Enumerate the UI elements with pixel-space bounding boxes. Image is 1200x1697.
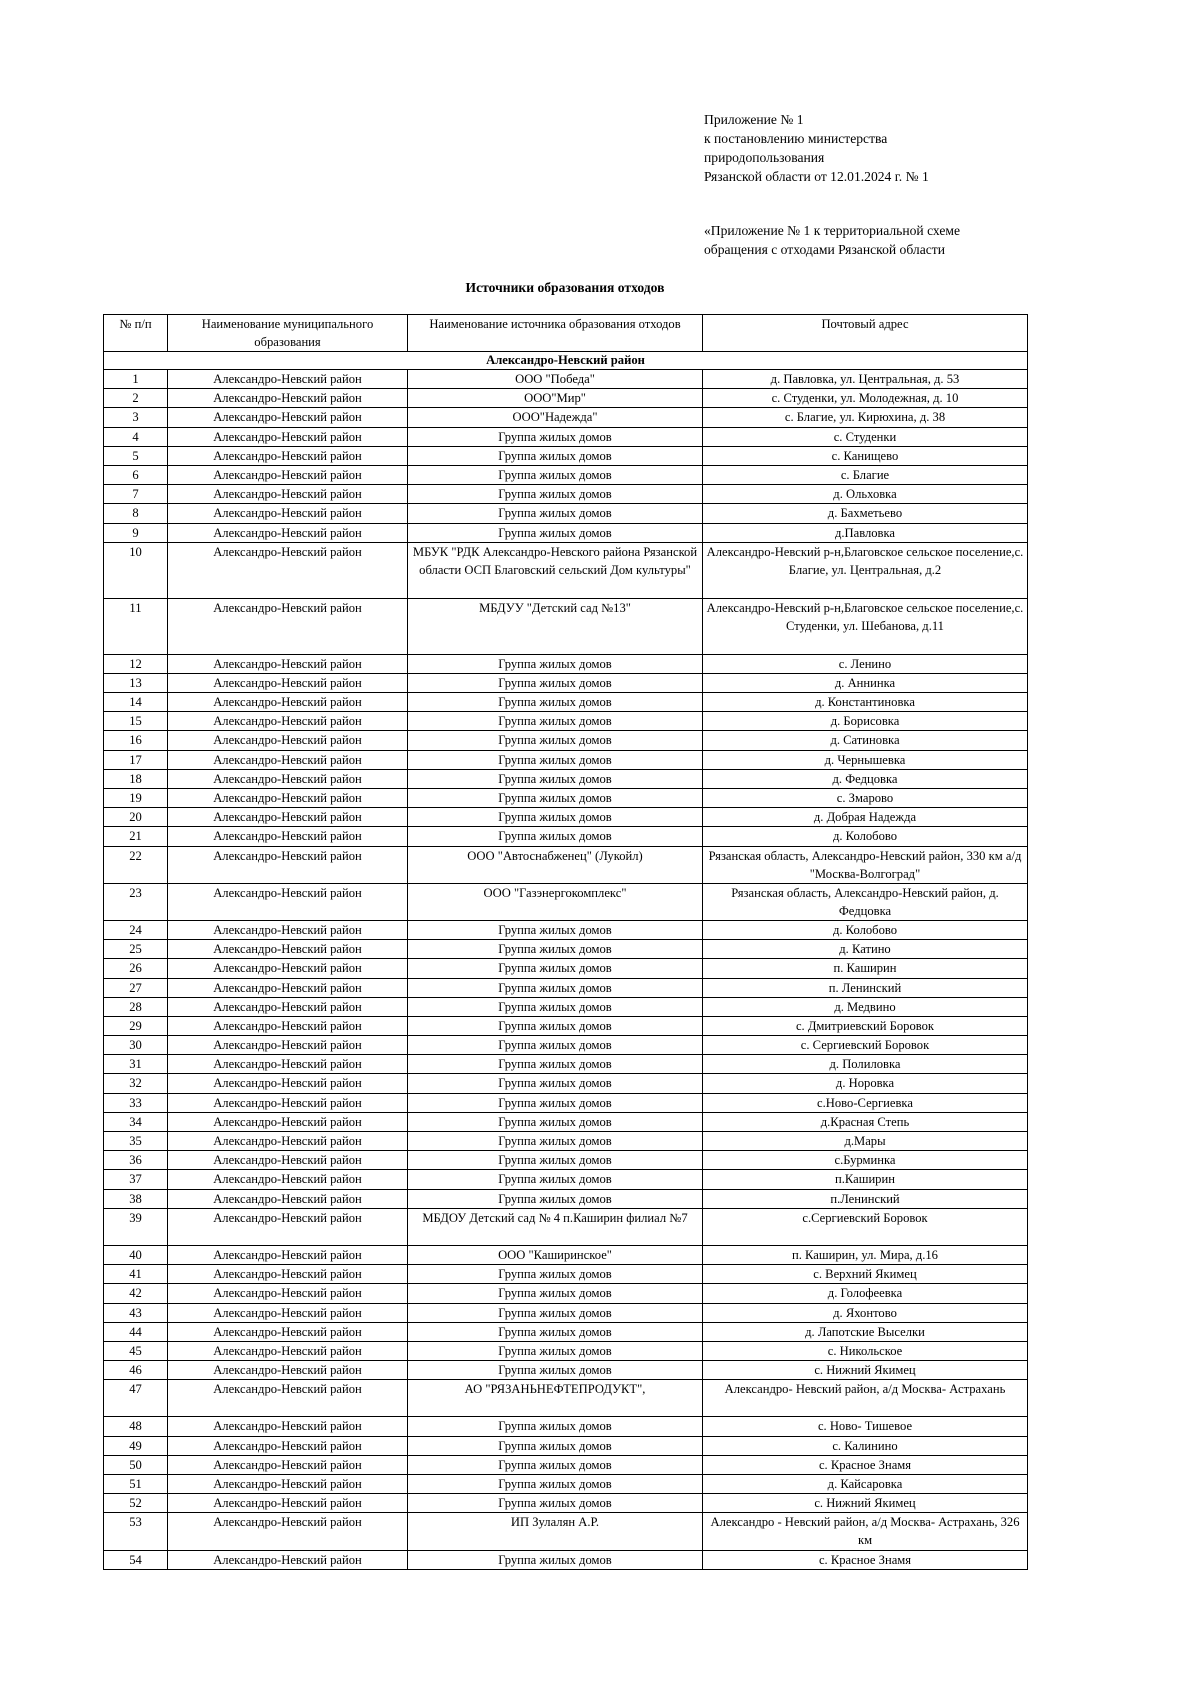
cell-municipality: Александро-Невский район [168, 1361, 408, 1380]
cell-number: 23 [104, 883, 168, 920]
cell-number: 18 [104, 769, 168, 788]
cell-address: с. Студенки [703, 427, 1028, 446]
cell-address: с. Никольское [703, 1341, 1028, 1360]
table-row [104, 978, 1028, 997]
cell-municipality: Александро-Невский район [168, 1436, 408, 1455]
cell-source: АО "РЯЗАНЬНЕФТЕПРОДУКТ", [408, 1380, 703, 1417]
annex2-line: «Приложение № 1 к территориальной схеме [704, 223, 961, 238]
cell-source: Группа жилых домов [408, 1436, 703, 1455]
annex-reference [704, 110, 1044, 186]
cell-source: Группа жилых домов [408, 731, 703, 750]
table-row [104, 1208, 1028, 1245]
cell-number: 45 [104, 1341, 168, 1360]
table-row [104, 1361, 1028, 1380]
table-row [104, 504, 1028, 523]
cell-number: 46 [104, 1361, 168, 1380]
cell-address: д. Колобово [703, 827, 1028, 846]
table-row [104, 427, 1028, 446]
cell-source: Группа жилых домов [408, 1475, 703, 1494]
cell-number: 24 [104, 920, 168, 939]
cell-address: д. Полиловка [703, 1055, 1028, 1074]
cell-address: д. Медвино [703, 997, 1028, 1016]
table-row [104, 1455, 1028, 1474]
cell-municipality: Александро-Невский район [168, 1036, 408, 1055]
table-row [104, 1093, 1028, 1112]
cell-municipality: Александро-Невский район [168, 408, 408, 427]
cell-source: Группа жилых домов [408, 1151, 703, 1170]
header-source: Наименование источника образования отходов [408, 315, 703, 352]
annex-line: Приложение № 1 [704, 112, 804, 127]
cell-source: МБДУУ "Детский сад №13" [408, 598, 703, 654]
header-address: Почтовый адрес [703, 315, 1028, 352]
annex-line: Рязанской области от 12.01.2024 г. № 1 [704, 169, 929, 184]
table-row [104, 1284, 1028, 1303]
cell-municipality: Александро-Невский район [168, 731, 408, 750]
cell-address: Александро-Невский р-н,Благовское сельское поселение,с. Благие, ул. Центральная, д.2 [703, 542, 1028, 598]
cell-municipality: Александро-Невский район [168, 427, 408, 446]
cell-number: 22 [104, 846, 168, 883]
cell-number: 27 [104, 978, 168, 997]
cell-number: 30 [104, 1036, 168, 1055]
cell-source: ООО "Победа" [408, 370, 703, 389]
annex-line: к постановлению министерства [704, 131, 888, 146]
table-row [104, 883, 1028, 920]
cell-number: 43 [104, 1303, 168, 1322]
cell-source: Группа жилых домов [408, 693, 703, 712]
cell-number: 2 [104, 389, 168, 408]
cell-address: д. Аннинка [703, 673, 1028, 692]
cell-source: Группа жилых домов [408, 1055, 703, 1074]
cell-number: 54 [104, 1550, 168, 1569]
cell-address: д. Ольховка [703, 485, 1028, 504]
cell-number: 11 [104, 598, 168, 654]
cell-municipality: Александро-Невский район [168, 1055, 408, 1074]
cell-number: 16 [104, 731, 168, 750]
header-number: № п/п [104, 315, 168, 352]
cell-municipality: Александро-Невский район [168, 1151, 408, 1170]
cell-number: 33 [104, 1093, 168, 1112]
cell-address: д. Павловка, ул. Центральная, д. 53 [703, 370, 1028, 389]
cell-number: 3 [104, 408, 168, 427]
cell-number: 8 [104, 504, 168, 523]
cell-address: д. Колобово [703, 920, 1028, 939]
cell-municipality: Александро-Невский район [168, 1341, 408, 1360]
cell-number: 19 [104, 789, 168, 808]
table-row [104, 769, 1028, 788]
cell-address: с. Сергиевский Боровок [703, 1036, 1028, 1055]
table-row [104, 1475, 1028, 1494]
cell-municipality: Александро-Невский район [168, 978, 408, 997]
cell-address: Рязанская область, Александро-Невский район, 330 км а/д "Москва-Волгоград" [703, 846, 1028, 883]
cell-number: 14 [104, 693, 168, 712]
cell-address: д. Добрая Надежда [703, 808, 1028, 827]
cell-source: Группа жилых домов [408, 1361, 703, 1380]
cell-municipality: Александро-Невский район [168, 883, 408, 920]
table-row [104, 1112, 1028, 1131]
table-body [104, 352, 1028, 1570]
cell-number: 25 [104, 940, 168, 959]
cell-source: Группа жилых домов [408, 1036, 703, 1055]
cell-address: с. Благие, ул. Кирюхина, д. 38 [703, 408, 1028, 427]
cell-address: д. Кайсаровка [703, 1475, 1028, 1494]
cell-address: Рязанская область, Александро-Невский район, д. Федцовка [703, 883, 1028, 920]
cell-number: 40 [104, 1245, 168, 1264]
table-row [104, 1303, 1028, 1322]
cell-address: д. Федцовка [703, 769, 1028, 788]
cell-source: Группа жилых домов [408, 1322, 703, 1341]
cell-municipality: Александро-Невский район [168, 598, 408, 654]
cell-municipality: Александро-Невский район [168, 1189, 408, 1208]
cell-address: с. Нижний Якимец [703, 1494, 1028, 1513]
cell-municipality: Александро-Невский район [168, 1380, 408, 1417]
cell-address: п. Ленинский [703, 978, 1028, 997]
table-row [104, 1417, 1028, 1436]
cell-source: Группа жилых домов [408, 1455, 703, 1474]
cell-number: 5 [104, 446, 168, 465]
cell-number: 53 [104, 1513, 168, 1550]
table-row [104, 997, 1028, 1016]
table-group-row [104, 352, 1028, 370]
cell-municipality: Александро-Невский район [168, 789, 408, 808]
cell-source: Группа жилых домов [408, 504, 703, 523]
cell-address: с. Красное Знамя [703, 1455, 1028, 1474]
cell-address: Александро-Невский р-н,Благовское сельское поселение,с. Студенки, ул. Шебанова, д.11 [703, 598, 1028, 654]
cell-address: с. Студенки, ул. Молодежная, д. 10 [703, 389, 1028, 408]
cell-number: 15 [104, 712, 168, 731]
cell-source: Группа жилых домов [408, 827, 703, 846]
cell-municipality: Александро-Невский район [168, 523, 408, 542]
cell-number: 29 [104, 1016, 168, 1035]
cell-source: Группа жилых домов [408, 427, 703, 446]
cell-source: Группа жилых домов [408, 712, 703, 731]
cell-source: ООО "Газэнергокомплекс" [408, 883, 703, 920]
cell-municipality: Александро-Невский район [168, 485, 408, 504]
table-row [104, 731, 1028, 750]
cell-address: д. Борисовка [703, 712, 1028, 731]
cell-municipality: Александро-Невский район [168, 997, 408, 1016]
table-header-row [104, 315, 1028, 352]
cell-municipality: Александро-Невский район [168, 808, 408, 827]
cell-number: 49 [104, 1436, 168, 1455]
cell-address: с. Нижний Якимец [703, 1361, 1028, 1380]
table-row [104, 654, 1028, 673]
cell-number: 13 [104, 673, 168, 692]
table-row [104, 750, 1028, 769]
cell-source: Группа жилых домов [408, 978, 703, 997]
cell-address: с. Ленино [703, 654, 1028, 673]
cell-address: д. Катино [703, 940, 1028, 959]
table-row [104, 1513, 1028, 1550]
cell-address: с. Дмитриевский Боровок [703, 1016, 1028, 1035]
table-row [104, 1189, 1028, 1208]
cell-number: 44 [104, 1322, 168, 1341]
cell-address: с.Бурминка [703, 1151, 1028, 1170]
cell-municipality: Александро-Невский район [168, 1265, 408, 1284]
cell-source: Группа жилых домов [408, 1112, 703, 1131]
table-row [104, 1245, 1028, 1264]
annex-line: природопользования [704, 150, 825, 165]
cell-address: п. Каширин [703, 959, 1028, 978]
cell-source: Группа жилых домов [408, 1016, 703, 1035]
table-row [104, 940, 1028, 959]
cell-source: Группа жилых домов [408, 940, 703, 959]
cell-source: Группа жилых домов [408, 920, 703, 939]
cell-address: п. Каширин, ул. Мира, д.16 [703, 1245, 1028, 1264]
cell-municipality: Александро-Невский район [168, 1417, 408, 1436]
cell-number: 50 [104, 1455, 168, 1474]
cell-municipality: Александро-Невский район [168, 673, 408, 692]
table-row [104, 389, 1028, 408]
cell-number: 20 [104, 808, 168, 827]
cell-address: д. Чернышевка [703, 750, 1028, 769]
cell-municipality: Александро-Невский район [168, 1112, 408, 1131]
cell-source: Группа жилых домов [408, 1494, 703, 1513]
cell-address: с.Сергиевский Боровок [703, 1208, 1028, 1245]
table-row [104, 1265, 1028, 1284]
cell-municipality: Александро-Невский район [168, 542, 408, 598]
cell-address: д. Бахметьево [703, 504, 1028, 523]
cell-address: с. Благие [703, 465, 1028, 484]
cell-address: д.Мары [703, 1132, 1028, 1151]
cell-number: 48 [104, 1417, 168, 1436]
cell-source: Группа жилых домов [408, 1074, 703, 1093]
cell-number: 35 [104, 1132, 168, 1151]
cell-municipality: Александро-Невский район [168, 1475, 408, 1494]
cell-source: ООО "Каширинское" [408, 1245, 703, 1264]
cell-municipality: Александро-Невский район [168, 940, 408, 959]
cell-source: Группа жилых домов [408, 673, 703, 692]
table-row [104, 1494, 1028, 1513]
cell-address: с. Ново- Тишевое [703, 1417, 1028, 1436]
cell-number: 41 [104, 1265, 168, 1284]
cell-address: п.Каширин [703, 1170, 1028, 1189]
cell-address: д. Лапотские Выселки [703, 1322, 1028, 1341]
cell-source: Группа жилых домов [408, 523, 703, 542]
cell-number: 21 [104, 827, 168, 846]
cell-source: Группа жилых домов [408, 1170, 703, 1189]
cell-number: 36 [104, 1151, 168, 1170]
cell-number: 42 [104, 1284, 168, 1303]
cell-number: 39 [104, 1208, 168, 1245]
cell-municipality: Александро-Невский район [168, 846, 408, 883]
cell-address: Александро - Невский район, а/д Москва- Астрахань, 326 км [703, 1513, 1028, 1550]
table-row [104, 1380, 1028, 1417]
cell-municipality: Александро-Невский район [168, 1074, 408, 1093]
cell-number: 17 [104, 750, 168, 769]
cell-number: 32 [104, 1074, 168, 1093]
cell-source: Группа жилых домов [408, 959, 703, 978]
cell-source: Группа жилых домов [408, 789, 703, 808]
table-row [104, 1341, 1028, 1360]
table-row [104, 1436, 1028, 1455]
cell-address: д.Павловка [703, 523, 1028, 542]
cell-number: 10 [104, 542, 168, 598]
cell-municipality: Александро-Невский район [168, 465, 408, 484]
cell-number: 34 [104, 1112, 168, 1131]
cell-number: 4 [104, 427, 168, 446]
table-row [104, 959, 1028, 978]
cell-source: Группа жилых домов [408, 465, 703, 484]
cell-number: 26 [104, 959, 168, 978]
cell-address: д. Голофеевка [703, 1284, 1028, 1303]
table-row [104, 465, 1028, 484]
cell-number: 28 [104, 997, 168, 1016]
cell-municipality: Александро-Невский район [168, 1093, 408, 1112]
annex2-line: обращения с отходами Рязанской области [704, 242, 945, 257]
cell-municipality: Александро-Невский район [168, 654, 408, 673]
cell-source: Группа жилых домов [408, 997, 703, 1016]
cell-municipality: Александро-Невский район [168, 1245, 408, 1264]
table-row [104, 846, 1028, 883]
cell-address: с. Красное Знамя [703, 1550, 1028, 1569]
cell-address: с. Канищево [703, 446, 1028, 465]
cell-number: 31 [104, 1055, 168, 1074]
table-row [104, 408, 1028, 427]
cell-number: 37 [104, 1170, 168, 1189]
cell-municipality: Александро-Невский район [168, 693, 408, 712]
cell-municipality: Александро-Невский район [168, 959, 408, 978]
document-title: Источники образования отходов [465, 280, 665, 295]
cell-municipality: Александро-Невский район [168, 769, 408, 788]
cell-number: 47 [104, 1380, 168, 1417]
annex-scheme-reference [704, 221, 1044, 259]
cell-source: Группа жилых домов [408, 808, 703, 827]
cell-municipality: Александро-Невский район [168, 1455, 408, 1474]
header-municipality: Наименование муниципального образования [168, 315, 408, 352]
cell-municipality: Александро-Невский район [168, 1550, 408, 1569]
table-row [104, 808, 1028, 827]
table-row [104, 789, 1028, 808]
cell-source: Группа жилых домов [408, 1303, 703, 1322]
cell-municipality: Александро-Невский район [168, 1016, 408, 1035]
cell-source: Группа жилых домов [408, 1341, 703, 1360]
cell-source: Группа жилых домов [408, 1417, 703, 1436]
cell-address: д. Константиновка [703, 693, 1028, 712]
cell-source: Группа жилых домов [408, 654, 703, 673]
cell-municipality: Александро-Невский район [168, 1208, 408, 1245]
cell-source: ООО"Надежда" [408, 408, 703, 427]
table-row [104, 446, 1028, 465]
cell-municipality: Александро-Невский район [168, 1322, 408, 1341]
cell-municipality: Александро-Невский район [168, 827, 408, 846]
cell-source: МБУК "РДК Александро-Невского района Рязанской области ОСП Благовский сельский Дом культуры" [408, 542, 703, 598]
cell-address: д. Яхонтово [703, 1303, 1028, 1322]
cell-municipality: Александро-Невский район [168, 712, 408, 731]
table-row [104, 485, 1028, 504]
table-row [104, 598, 1028, 654]
cell-source: Группа жилых домов [408, 1132, 703, 1151]
cell-municipality: Александро-Невский район [168, 750, 408, 769]
cell-address: д.Красная Степь [703, 1112, 1028, 1131]
cell-municipality: Александро-Невский район [168, 446, 408, 465]
table-row [104, 1170, 1028, 1189]
cell-address: с. Змарово [703, 789, 1028, 808]
cell-municipality: Александро-Невский район [168, 389, 408, 408]
table-row [104, 1550, 1028, 1569]
cell-number: 51 [104, 1475, 168, 1494]
table-row [104, 1322, 1028, 1341]
table-row [104, 1151, 1028, 1170]
cell-address: д. Норовка [703, 1074, 1028, 1093]
cell-number: 7 [104, 485, 168, 504]
cell-source: Группа жилых домов [408, 1093, 703, 1112]
table-row [104, 542, 1028, 598]
table-row [104, 712, 1028, 731]
cell-address: с. Калинино [703, 1436, 1028, 1455]
table-row [104, 1016, 1028, 1035]
cell-number: 9 [104, 523, 168, 542]
cell-municipality: Александро-Невский район [168, 1170, 408, 1189]
cell-address: Александро- Невский район, а/д Москва- Астрахань [703, 1380, 1028, 1417]
cell-source: ИП Зулалян А.Р. [408, 1513, 703, 1550]
cell-municipality: Александро-Невский район [168, 1494, 408, 1513]
cell-source: Группа жилых домов [408, 1550, 703, 1569]
table-row [104, 827, 1028, 846]
cell-source: ООО "Автоснабженец" (Лукойл) [408, 846, 703, 883]
waste-sources-table [103, 314, 1028, 1570]
table-row [104, 693, 1028, 712]
table-row [104, 1074, 1028, 1093]
cell-number: 52 [104, 1494, 168, 1513]
cell-source: МБДОУ Детский сад № 4 п.Каширин филиал №7 [408, 1208, 703, 1245]
cell-address: д. Сатиновка [703, 731, 1028, 750]
cell-source: Группа жилых домов [408, 446, 703, 465]
cell-source: Группа жилых домов [408, 1265, 703, 1284]
cell-address: с.Ново-Сергиевка [703, 1093, 1028, 1112]
table-row [104, 1055, 1028, 1074]
table-row [104, 1132, 1028, 1151]
cell-address: п.Ленинский [703, 1189, 1028, 1208]
cell-municipality: Александро-Невский район [168, 370, 408, 389]
cell-municipality: Александро-Невский район [168, 1303, 408, 1322]
cell-municipality: Александро-Невский район [168, 1513, 408, 1550]
cell-number: 1 [104, 370, 168, 389]
cell-source: Группа жилых домов [408, 750, 703, 769]
cell-address: с. Верхний Якимец [703, 1265, 1028, 1284]
cell-source: Группа жилых домов [408, 1284, 703, 1303]
table-row [104, 370, 1028, 389]
cell-municipality: Александро-Невский район [168, 1132, 408, 1151]
table-row [104, 523, 1028, 542]
table-row [104, 920, 1028, 939]
cell-source: ООО"Мир" [408, 389, 703, 408]
table-row [104, 673, 1028, 692]
cell-number: 38 [104, 1189, 168, 1208]
cell-municipality: Александро-Невский район [168, 504, 408, 523]
group-label: Александро-Невский район [104, 352, 1028, 370]
cell-number: 12 [104, 654, 168, 673]
cell-source: Группа жилых домов [408, 1189, 703, 1208]
cell-source: Группа жилых домов [408, 485, 703, 504]
cell-number: 6 [104, 465, 168, 484]
cell-municipality: Александро-Невский район [168, 1284, 408, 1303]
table-row [104, 1036, 1028, 1055]
cell-source: Группа жилых домов [408, 769, 703, 788]
cell-municipality: Александро-Невский район [168, 920, 408, 939]
